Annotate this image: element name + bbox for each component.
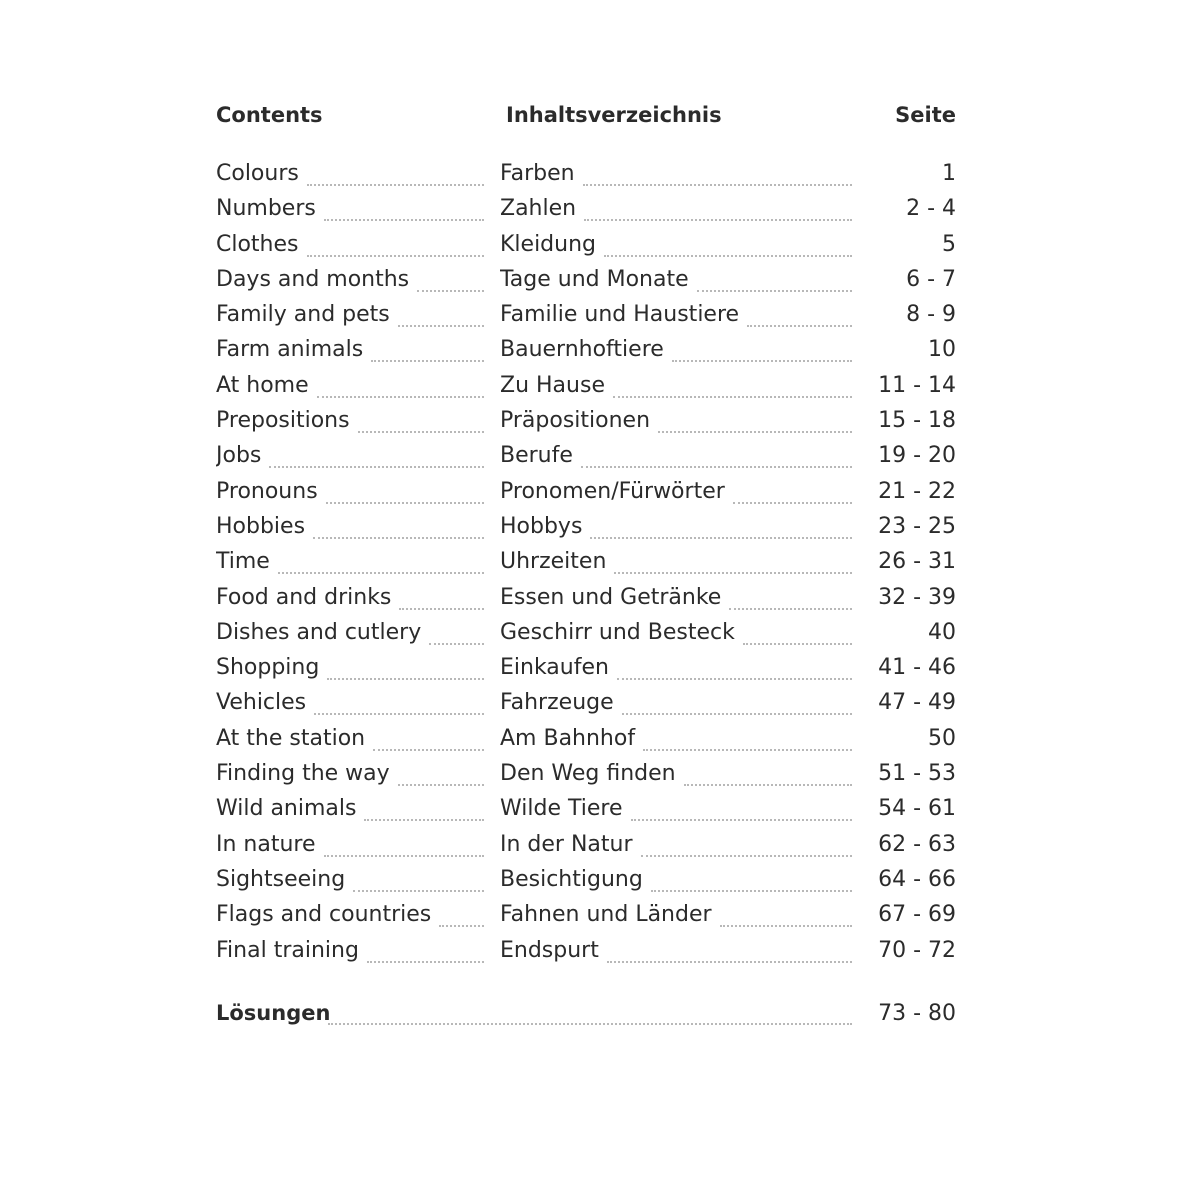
english-topic: At the station: [216, 725, 366, 751]
german-entry: [500, 796, 852, 831]
english-entry: [216, 938, 484, 973]
dot-leader: [643, 749, 852, 751]
table-row: [216, 443, 956, 478]
page-number: 5: [942, 231, 956, 257]
english-entry: [216, 196, 484, 231]
german-topic: Familie und Haustiere: [500, 302, 740, 328]
english-entry: [216, 796, 484, 831]
solutions-row: [216, 1001, 956, 1036]
german-topic: Pronomen/Fürwörter: [500, 478, 725, 504]
german-topic: Bauernhoftiere: [500, 337, 664, 363]
german-topic: In der Natur: [500, 831, 633, 857]
dot-leader: [672, 360, 852, 362]
page-number: 47 - 49: [878, 690, 956, 716]
page-number: 1: [942, 161, 956, 186]
english-entry: [216, 267, 484, 302]
dot-leader: [581, 466, 852, 468]
table-row: [216, 479, 956, 514]
english-topic: Shopping: [216, 655, 320, 681]
german-entry: [500, 620, 852, 655]
dot-leader: [733, 502, 852, 504]
dot-leader: [326, 502, 484, 504]
dot-leader: [324, 219, 484, 221]
german-topic: Essen und Getränke: [500, 584, 722, 610]
page-number: 26 - 31: [878, 549, 956, 575]
english-topic: Sightseeing: [216, 866, 346, 892]
page-number: 54 - 61: [878, 796, 956, 822]
german-topic: Fahrzeuge: [500, 690, 614, 716]
german-entry: [500, 655, 852, 690]
page-number: 32 - 39: [878, 584, 956, 610]
header-contents: Contents: [216, 103, 323, 127]
table-row: [216, 232, 956, 267]
german-entry: [500, 408, 852, 443]
dot-leader: [373, 749, 484, 751]
german-entry: [500, 373, 852, 408]
german-topic: Kleidung: [500, 231, 597, 257]
german-topic: Zahlen: [500, 196, 577, 222]
english-topic: Wild animals: [216, 796, 357, 822]
english-topic: Hobbies: [216, 513, 306, 539]
english-entry: [216, 373, 484, 408]
english-topic: Days and months: [216, 266, 410, 292]
english-entry: [216, 761, 484, 796]
page-number: 51 - 53: [878, 761, 956, 787]
table-row: [216, 796, 956, 831]
dot-leader: [658, 431, 852, 433]
dot-leader: [317, 396, 484, 398]
dot-leader: [353, 890, 484, 892]
dot-leader: [328, 1023, 852, 1025]
english-topic: Food and drinks: [216, 584, 392, 610]
german-entry: [500, 302, 852, 337]
german-entry: [500, 337, 852, 372]
table-row: [216, 302, 956, 337]
dot-leader: [584, 219, 852, 221]
dot-leader: [327, 678, 484, 680]
dot-leader: [371, 360, 484, 362]
page-number: 8 - 9: [906, 302, 956, 328]
dot-leader: [367, 961, 484, 963]
table-row: [216, 902, 956, 937]
english-entry: [216, 514, 484, 549]
german-topic: Endspurt: [500, 937, 599, 963]
table-row: [216, 867, 956, 902]
page-number: 23 - 25: [878, 513, 956, 539]
english-topic: Time: [216, 549, 270, 575]
header-inhaltsverzeichnis: Inhaltsverzeichnis: [506, 103, 722, 127]
dot-leader: [590, 537, 852, 539]
table-row: [216, 549, 956, 584]
english-topic: Jobs: [216, 443, 262, 469]
english-entry: [216, 832, 484, 867]
dot-leader: [614, 572, 852, 574]
dot-leader: [314, 713, 484, 715]
german-entry: [500, 267, 852, 302]
german-entry: [500, 196, 852, 231]
page-number: 62 - 63: [878, 831, 956, 857]
english-entry: [216, 232, 484, 267]
german-topic: Den Weg finden: [500, 761, 676, 787]
table-row: [216, 938, 956, 973]
page-number: 15 - 18: [878, 408, 956, 434]
dot-leader: [398, 784, 484, 786]
english-entry: [216, 443, 484, 478]
english-topic: Vehicles: [216, 690, 307, 716]
dot-leader: [398, 325, 484, 327]
dot-leader: [747, 325, 852, 327]
dot-leader: [729, 608, 852, 610]
table-row: [216, 267, 956, 302]
dot-leader: [439, 925, 484, 927]
dot-leader: [631, 819, 853, 821]
header-seite: Seite: [895, 103, 956, 127]
dot-leader: [607, 961, 852, 963]
english-entry: [216, 902, 484, 937]
page-number: 21 - 22: [878, 478, 956, 504]
german-topic: Fahnen und Länder: [500, 902, 712, 928]
dot-leader: [364, 819, 484, 821]
german-topic: Farben: [500, 161, 575, 186]
table-row: [216, 585, 956, 620]
english-entry: [216, 690, 484, 725]
dot-leader: [429, 643, 484, 645]
dot-leader: [697, 290, 852, 292]
german-entry: [500, 549, 852, 584]
table-row: [216, 655, 956, 690]
table-row: [216, 620, 956, 655]
page-number: 41 - 46: [878, 655, 956, 681]
german-entry: [500, 443, 852, 478]
german-entry: [500, 232, 852, 267]
english-topic: Pronouns: [216, 478, 318, 504]
dot-leader: [613, 396, 852, 398]
english-topic: Family and pets: [216, 302, 390, 328]
german-topic: Am Bahnhof: [500, 725, 636, 751]
page-number: 64 - 66: [878, 866, 956, 892]
dot-leader: [358, 431, 484, 433]
dot-leader: [307, 184, 484, 186]
english-entry: [216, 337, 484, 372]
english-entry: [216, 479, 484, 514]
table-row: [216, 161, 956, 196]
english-entry: [216, 549, 484, 584]
table-row: [216, 690, 956, 725]
dot-leader: [313, 537, 484, 539]
page-number: 40: [928, 619, 956, 645]
german-entry: [500, 690, 852, 725]
dot-leader: [417, 290, 484, 292]
page-number: 10: [928, 337, 956, 363]
table-row: [216, 761, 956, 796]
english-entry: [216, 585, 484, 620]
english-topic: Colours: [216, 161, 299, 186]
english-topic: Numbers: [216, 196, 316, 222]
english-entry: [216, 620, 484, 655]
english-topic: Flags and countries: [216, 902, 432, 928]
english-topic: Farm animals: [216, 337, 364, 363]
dot-leader: [583, 184, 852, 186]
german-topic: Wilde Tiere: [500, 796, 623, 822]
german-topic: Einkaufen: [500, 655, 609, 681]
german-topic: Tage und Monate: [500, 266, 689, 292]
contents-list: [216, 161, 956, 973]
table-row: [216, 196, 956, 231]
dot-leader: [617, 678, 852, 680]
english-entry: [216, 161, 484, 196]
dot-leader: [399, 608, 484, 610]
table-row: [216, 832, 956, 867]
english-topic: In nature: [216, 831, 316, 857]
english-topic: Clothes: [216, 231, 299, 257]
english-entry: [216, 726, 484, 761]
dot-leader: [307, 255, 485, 257]
page-number: 50: [928, 725, 956, 751]
page-number: 6 - 7: [906, 266, 956, 292]
english-topic: Final training: [216, 937, 359, 963]
page-number: 11 - 14: [878, 372, 956, 398]
german-entry: [500, 585, 852, 620]
dot-leader: [651, 890, 852, 892]
english-entry: [216, 302, 484, 337]
english-topic: At home: [216, 372, 309, 398]
german-entry: [500, 902, 852, 937]
german-topic: Besichtigung: [500, 866, 643, 892]
table-row: [216, 726, 956, 761]
solutions-page: 73 - 80: [878, 1001, 956, 1026]
german-topic: Berufe: [500, 443, 573, 469]
table-row: [216, 514, 956, 549]
page-number: 67 - 69: [878, 902, 956, 928]
dot-leader: [604, 255, 852, 257]
german-entry: [500, 761, 852, 796]
english-entry: [216, 408, 484, 443]
english-topic: Finding the way: [216, 761, 390, 787]
page-number: 19 - 20: [878, 443, 956, 469]
table-row: [216, 373, 956, 408]
dot-leader: [622, 713, 852, 715]
german-topic: Geschirr und Besteck: [500, 619, 735, 645]
german-entry: [500, 479, 852, 514]
table-header: [216, 103, 956, 135]
dot-leader: [684, 784, 852, 786]
dot-leader: [269, 466, 484, 468]
dot-leader: [324, 855, 484, 857]
german-entry: [500, 726, 852, 761]
german-topic: Präpositionen: [500, 408, 651, 434]
table-row: [216, 408, 956, 443]
german-topic: Zu Hause: [500, 372, 605, 398]
german-entry: [500, 514, 852, 549]
german-topic: Hobbys: [500, 513, 583, 539]
german-entry: [500, 161, 852, 196]
english-topic: Dishes and cutlery: [216, 619, 422, 645]
german-entry: [500, 938, 852, 973]
german-topic: Uhrzeiten: [500, 549, 607, 575]
dot-leader: [720, 925, 852, 927]
page-number: 2 - 4: [906, 196, 956, 222]
german-entry: [500, 832, 852, 867]
english-topic: Prepositions: [216, 408, 350, 434]
dot-leader: [743, 643, 852, 645]
page-number: 70 - 72: [878, 937, 956, 963]
solutions-label: Lösungen: [216, 1001, 331, 1025]
english-entry: [216, 655, 484, 690]
dot-leader: [641, 855, 852, 857]
dot-leader: [278, 572, 484, 574]
table-row: [216, 337, 956, 372]
english-entry: [216, 867, 484, 902]
german-entry: [500, 867, 852, 902]
